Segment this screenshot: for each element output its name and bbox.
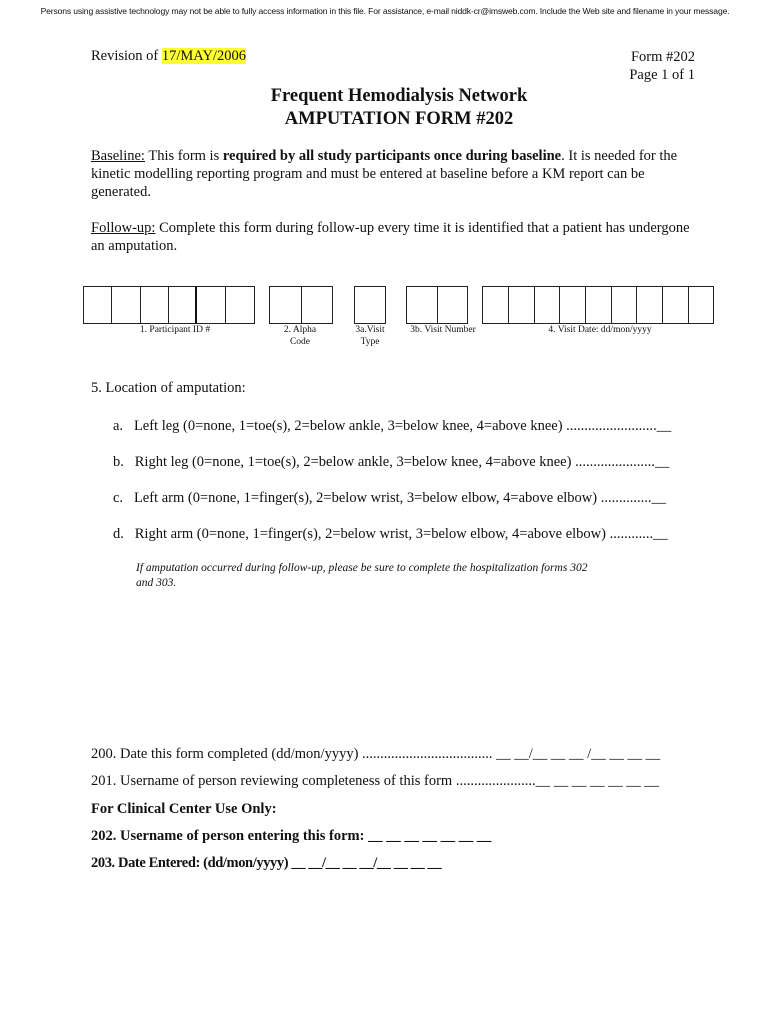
item-right-leg[interactable] — [113, 454, 669, 471]
item-text: Right arm (0=none, 1=finger(s), 2=below wrist, 3=below elbow, 4=above elbow) ............__ — [134, 526, 668, 542]
accessibility-notice: Persons using assistive technology may not be able to fully access information in this file. For assistance, e-mail niddk-cr@imsweb.com. Include the Web site and filename in your message. — [40, 6, 730, 16]
id-box[interactable] — [197, 287, 226, 323]
followup-note: If amputation occurred during follow-up, please be sure to complete the hospitalization forms 302 and 303. — [136, 562, 588, 589]
date-box[interactable] — [689, 287, 714, 323]
visit-number-box[interactable] — [407, 287, 438, 323]
participant-id-boxes[interactable] — [83, 286, 255, 324]
id-box[interactable] — [169, 287, 197, 323]
title-line1: Frequent Hemodialysis Network — [270, 86, 528, 106]
revision-line — [91, 48, 246, 65]
date-box[interactable] — [663, 287, 689, 323]
baseline-bold: required by all study participants once during baseline — [222, 148, 562, 164]
form-title — [0, 85, 770, 131]
id-box[interactable] — [112, 287, 141, 323]
item-text: Left arm (0=none, 1=finger(s), 2=below wrist, 3=below elbow, 4=above elbow) ..............__ — [133, 490, 666, 506]
item-text: Left leg (0=none, 1=toe(s), 2=below ankle, 3=below knee, 4=above knee) .........................__ — [133, 418, 672, 434]
date-box[interactable] — [483, 287, 509, 323]
clinical-center-heading: For Clinical Center Use Only: — [91, 801, 277, 817]
form-number-block — [629, 48, 695, 84]
baseline-label: Baseline: — [91, 148, 145, 164]
visit-number-label: 3b. Visit Number — [410, 325, 476, 335]
id-box[interactable] — [141, 287, 169, 323]
followup-label: Follow-up: — [91, 220, 156, 236]
date-box[interactable] — [637, 287, 663, 323]
visit-number-boxes[interactable] — [406, 286, 468, 324]
alpha-code-label: 2. Alpha Code — [283, 325, 317, 347]
baseline-paragraph — [91, 147, 701, 201]
date-box[interactable] — [535, 287, 560, 323]
baseline-text2: . It is needed for the kinetic modelling reporting program and must be entered at baseline before a KM report can be generated. — [91, 148, 678, 200]
visit-type-label: 3a.Visit Type — [355, 325, 385, 347]
id-box[interactable] — [226, 287, 255, 323]
visit-type-box[interactable] — [354, 286, 386, 324]
item-letter: b. — [113, 454, 124, 470]
q200-date-completed[interactable]: 200. Date this form completed (dd/mon/yyyy) .................................... __ __/__ __ __ /__ __ __ __ — [91, 746, 661, 762]
item-left-leg[interactable] — [113, 418, 671, 435]
visit-type-cell[interactable] — [355, 287, 386, 323]
participant-id-label: 1. Participant ID # — [139, 325, 211, 335]
baseline-text1: This form is — [144, 148, 223, 164]
visit-date-boxes[interactable] — [482, 286, 714, 324]
alpha-box[interactable] — [270, 287, 302, 323]
q202-entry-username[interactable]: 202. Username of person entering this form: __ __ __ __ __ __ __ — [91, 828, 492, 844]
date-box[interactable] — [612, 287, 637, 323]
item-right-arm[interactable] — [113, 526, 668, 543]
visit-date-label: 4. Visit Date: dd/mon/yyyy — [548, 325, 652, 335]
item-letter: d. — [113, 526, 124, 542]
item-letter: c. — [113, 490, 124, 506]
revision-date: 17/MAY/2006 — [161, 48, 246, 64]
page-number: Page 1 of 1 — [629, 67, 695, 83]
id-box[interactable] — [84, 287, 112, 323]
item-letter: a. — [113, 418, 124, 434]
date-box[interactable] — [509, 287, 535, 323]
q5-heading: 5. Location of amputation: — [91, 380, 246, 396]
date-box[interactable] — [586, 287, 612, 323]
revision-prefix: Revision of — [91, 48, 162, 64]
alpha-code-boxes[interactable] — [269, 286, 333, 324]
item-text: Right leg (0=none, 1=toe(s), 2=below ankle, 3=below knee, 4=above knee) ......................__ — [134, 454, 670, 470]
visit-number-box[interactable] — [438, 287, 468, 323]
q203-date-entered[interactable]: 203. Date Entered: (dd/mon/yyyy) __ __/__ __ __/__ __ __ __ — [91, 855, 442, 871]
followup-paragraph — [91, 219, 701, 255]
title-line2: AMPUTATION FORM #202 — [284, 109, 514, 129]
item-left-arm[interactable] — [113, 490, 666, 507]
form-number: Form #202 — [630, 49, 695, 65]
alpha-box[interactable] — [302, 287, 333, 323]
followup-text: Complete this form during follow-up every time it is identified that a patient has undergone an amputation. — [91, 220, 690, 254]
date-box[interactable] — [560, 287, 586, 323]
q201-reviewer-username[interactable]: 201. Username of person reviewing completeness of this form ......................__ __ __ __ __ __ __ — [91, 773, 659, 789]
